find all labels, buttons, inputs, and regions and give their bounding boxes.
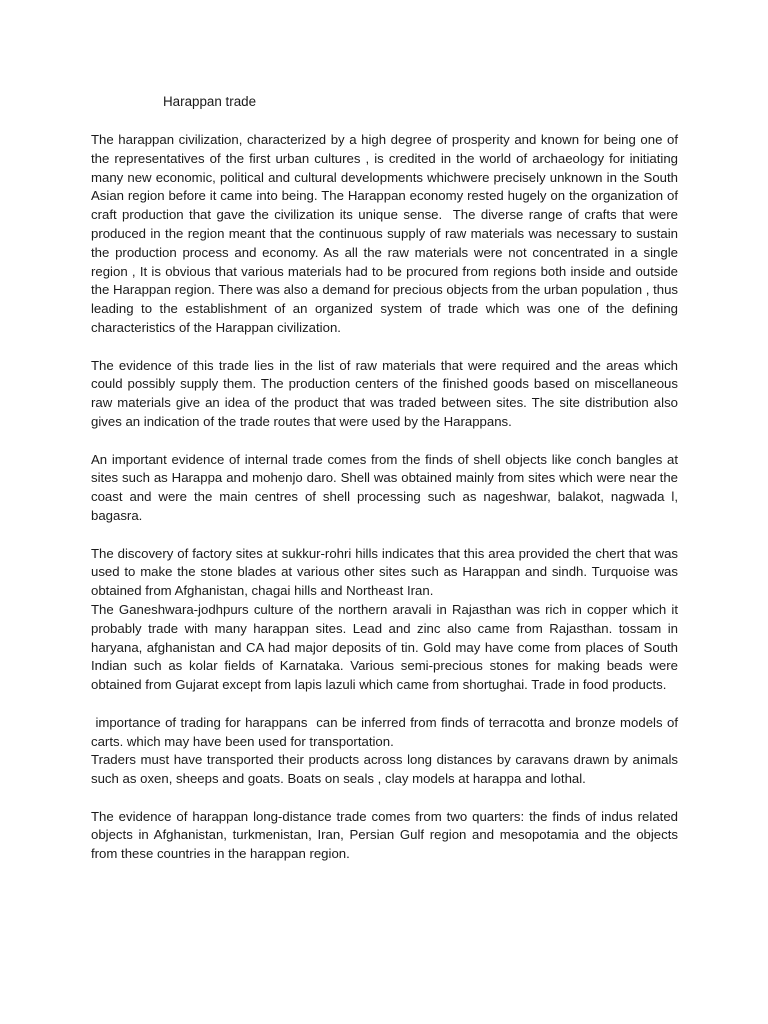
paragraph-trading-importance: importance of trading for harappans can be inferred from finds of terracotta and bronze models of carts. which may have been used for transportation. (91, 714, 682, 749)
paragraph-factory-sites: The discovery of factory sites at sukkur-rohri hills indicates that this area provided the chert that was used to make the stone blades at various other sites such as Harappan and sindh. Turquoise was obtained from Afghanistan, chagai hills and Northeast Iran. (91, 545, 682, 599)
document-title: Harappan trade (163, 94, 257, 109)
paragraph-copper-sources: The Ganeshwara-jodhpurs culture of the northern aravali in Rajasthan was rich in copper which it probably trade with many harappan sites. Lead and zinc also came from Rajasthan. tossam in haryana, afghanistan and CA had major deposits of tin. Gold may have come from places of South Indian such as kolar fields of Karnataka. Various semi-precious stones for making beads were obtained from Gujarat except from lapis lazuli which came from shortughai. Trade in food products. (91, 601, 682, 693)
paragraph-transportation: Traders must have transported their products across long distances by caravans drawn by animals such as oxen, sheeps and goats. Boats on seals , clay models at harappa and lothal. (91, 752, 682, 787)
document-body (91, 131, 682, 883)
paragraph-long-distance-trade: The evidence of harappan long-distance trade comes from two quarters: the finds of indus related objects in Afghanistan, turkmenistan, Iran, Persian Gulf region and mesopotamia and the objects from these countries in the harappan region. (91, 808, 682, 862)
paragraph-introduction: The harappan civilization, characterized by a high degree of prosperity and known for being one of the representatives of the first urban cultures , is credited in the world of archaeology for initiating many new economic, political and cultural developments whichwere precisely unknown in the South Asian region before it came into being. The Harappan economy rested hugely on the organization of craft production that gave the civilization its unique sense. The diverse range of crafts that were produced in the region meant that the continuous supply of raw materials was necessary to sustain the production process and economy. As all the raw materials were not concentrated in a single region , It is obvious that various materials had to be procured from regions both inside and outside the Harappan region. There was also a demand for precious objects from the urban population , thus leading to the establishment of an organized system of trade which was one of the defining characteristics of the Harappan civilization. (91, 132, 682, 335)
paragraph-internal-trade: An important evidence of internal trade comes from the finds of shell objects like conch bangles at sites such as Harappa and mohenjo daro. Shell was obtained mainly from sites which were near the coast and were the main centres of shell processing such as nageshwar, balakot, nagwada l, bagasra. (91, 451, 682, 523)
paragraph-trade-evidence: The evidence of this trade lies in the list of raw materials that were required and the areas which could possibly supply them. The production centers of the finished goods based on miscellaneous raw materials give an idea of the product that was traded between sites. The site distribution also gives an indication of the trade routes that were used by the Harappans. (91, 357, 682, 429)
